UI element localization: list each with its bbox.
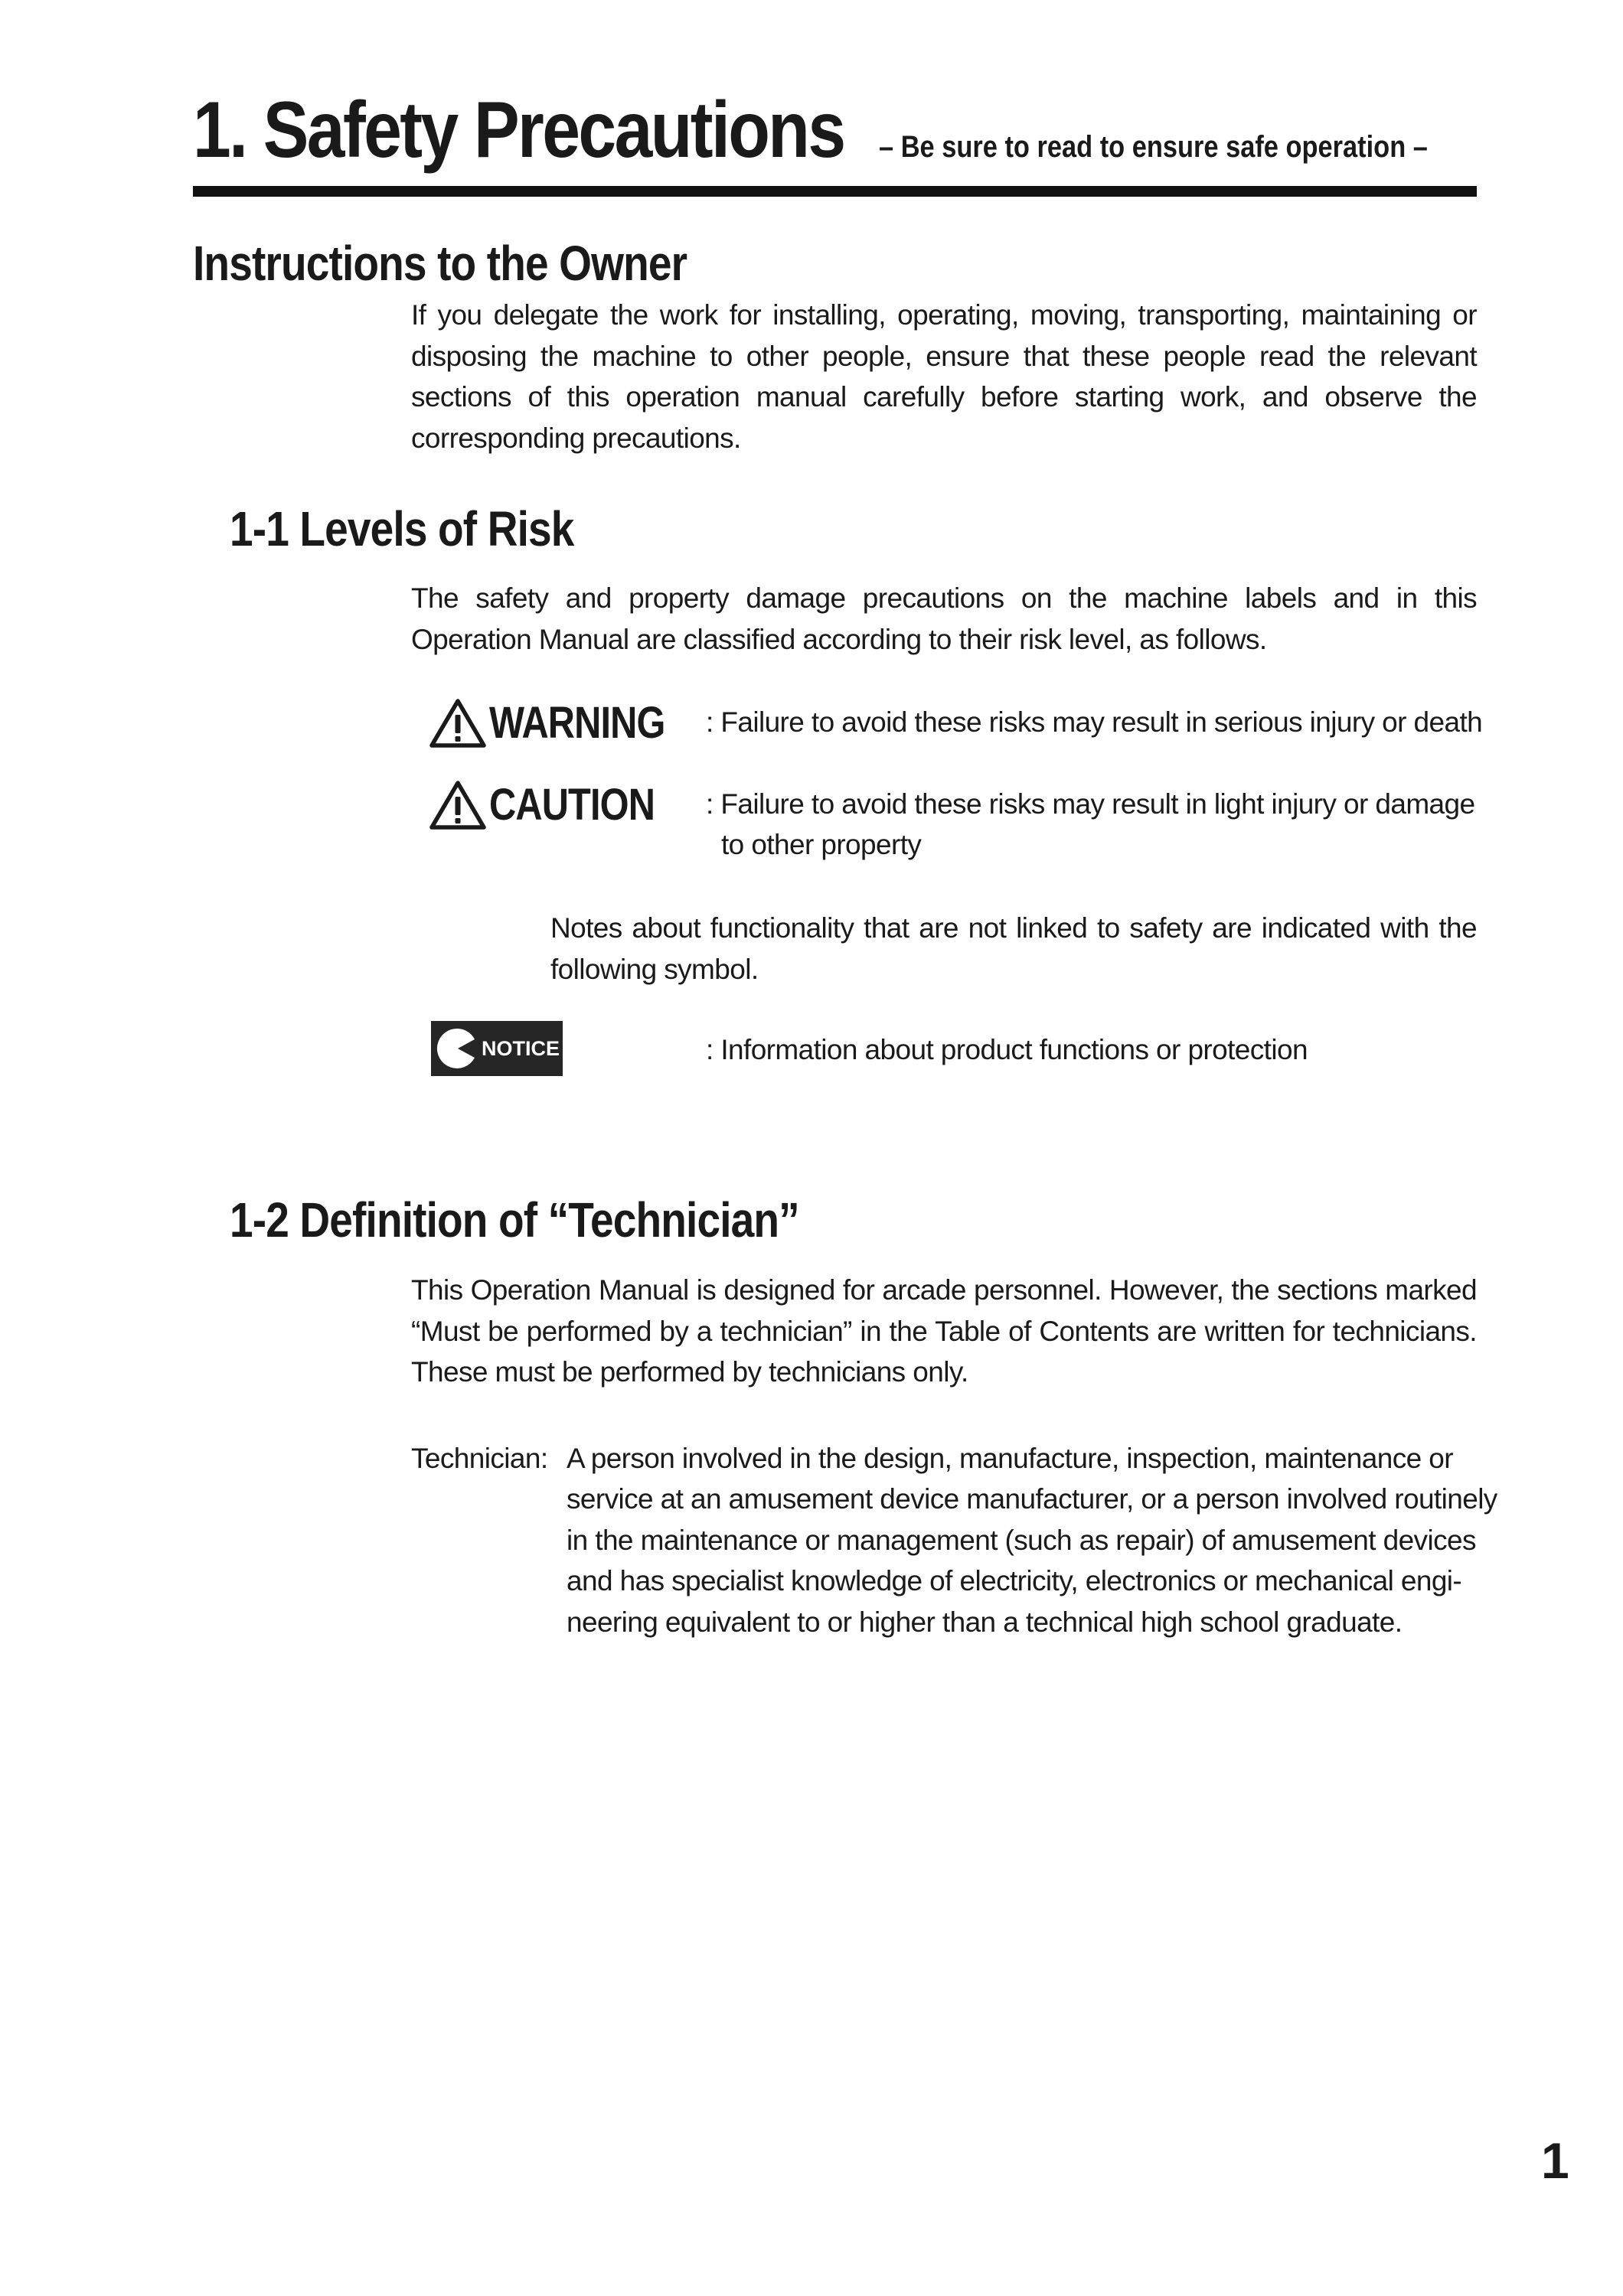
warning-label [429, 698, 698, 748]
technician-intro: This Operation Manual is designed for arcade personnel. However, the sections marked “Must be performed by a technician” in the Table of Contents are written for technicians. These must be performed by technicians only. [411, 1274, 1477, 1388]
warning-triangle-icon [429, 698, 486, 748]
warning-word: WARNING [489, 698, 665, 748]
technician-definition-line: and has specialist knowledge of electricity, electronics or mechanical engi- [567, 1565, 1462, 1596]
owner-heading: Instructions to the Owner [193, 236, 687, 291]
technician-definition-line: in the maintenance or management (such as repair) of amusement devices [567, 1525, 1476, 1556]
caution-word: CAUTION [489, 780, 655, 830]
owner-paragraph: If you delegate the work for installing, operating, moving, transporting, maintaining or disposing the machine to other people, ensure that these people read the relevant sections of this operation manual carefully before starting work, and observe the corresponding precautions. [411, 299, 1477, 454]
warning-triangle-icon [429, 780, 486, 830]
notes-paragraph: Notes about functionality that are not linked to safety are indicated with the following symbol. [550, 912, 1477, 985]
page-number: 1 [1541, 2132, 1569, 2189]
technician-definition-line: neering equivalent to or higher than a technical high school graduate. [567, 1606, 1403, 1638]
technician-definition-line: A person involved in the design, manufacture, inspection, maintenance or [567, 1443, 1453, 1474]
title-divider [193, 186, 1477, 197]
technician-heading: 1-2 Definition of “Technician” [230, 1192, 799, 1247]
notice-badge-icon [436, 1026, 480, 1071]
levels-heading: 1-1 Levels of Risk [230, 501, 574, 556]
caution-description-line2: to other property [721, 829, 922, 860]
page-subtitle: – Be sure to read to ensure safe operation – [879, 130, 1428, 164]
notice-badge [431, 1021, 563, 1076]
notice-description: : Information about product functions or protection [706, 1034, 1308, 1065]
levels-intro: The safety and property damage precautions on the machine labels and in this Operation Manual are classified according to their risk level, as follows. [411, 582, 1477, 655]
caution-description-line1: : Failure to avoid these risks may result in light injury or damage [706, 788, 1475, 820]
technician-term: Technician: [411, 1443, 548, 1474]
page-title: 1. Safety Precautions [193, 86, 844, 174]
notice-word: NOTICE [482, 1036, 560, 1060]
warning-description: : Failure to avoid these risks may result in serious injury or death [706, 706, 1483, 738]
caution-label [429, 780, 686, 830]
technician-definition-line: service at an amusement device manufacturer, or a person involved routinely [567, 1483, 1497, 1515]
